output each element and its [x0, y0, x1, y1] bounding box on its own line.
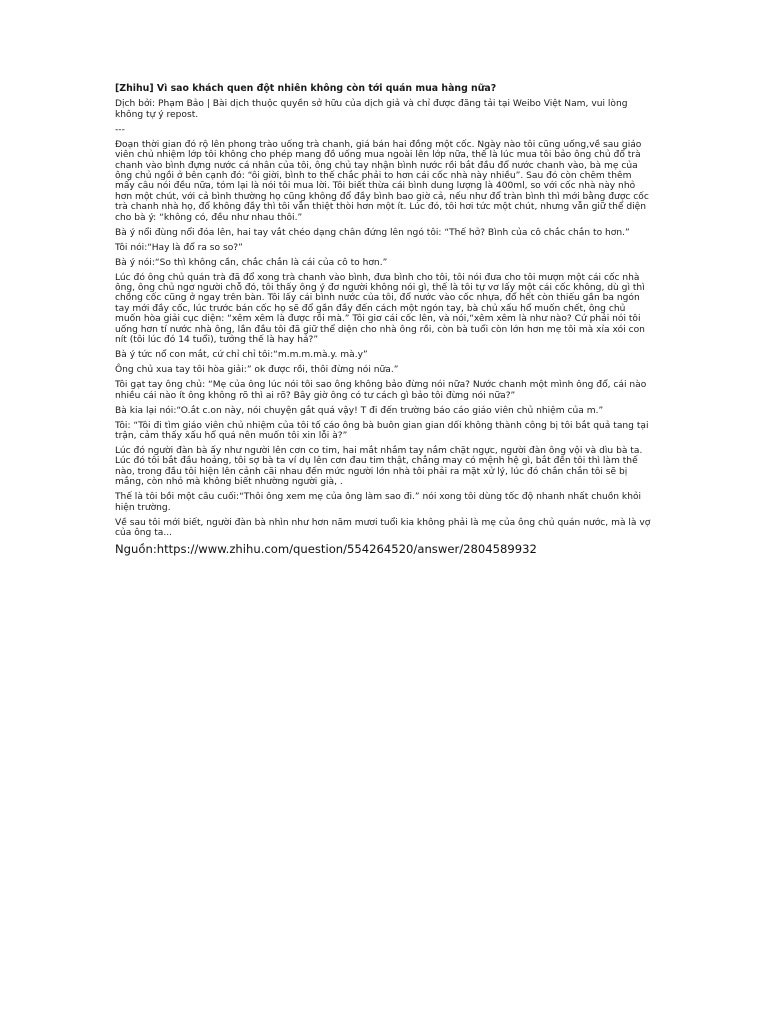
- paragraph-2: Bà ý nổi đùng nổi đóa lên, hai tay vắt chéo dạng chân đứng lên ngó tôi: “Thế hở? Bình của cô chắc chắn to hơn.”: [115, 227, 630, 238]
- paragraph-12: Thế là tôi bồi một câu cuối:“Thôi ông xem mẹ của ông làm sao đi.” nói xong tôi dùng tốc độ nhanh nhất chuồn khỏi hiện trường.: [115, 492, 642, 513]
- paragraph-1: Đoạn thời gian đó rộ lên phong trào uống trà chanh, giá bán hai đồng một cốc. Ngày nào tôi cũng uống,về sau giáo viên chủ nhiệm lớp tôi không cho phép mang đồ uống mua ngoài lên lớp nữa, thế là lúc mua tôi bảo ông chủ đổ trà chanh vào bình đựng nước cá nhân của tôi, ông chủ tay nhận bình nước rồi bắt đầu đổ nước chanh vào, bà mẹ của ông chủ ngồi ở bên cạnh đó: “ôi giời, bình to thế chắc phải to hơn cái cốc nhà này nhiều”. Sau đó còn chêm thêm mấy câu nói đều nữa, tóm lại là nói tôi mua lời. Tôi biết thừa cái bình dung lượng là 400ml, so với cốc nhà này nhỏ hơn một chút, với cả bình thường họ cũng không đổ đầy bình bao giờ cả, nếu như đổ tràn bình thì mới bằng được cốc trà chanh nhà họ, đổ không đầy thì tôi vẫn thiệt thòi hơn một ít. Lúc đó, tôi hơi tức một chút, nhưng vẫn giữ thể diện cho bà ý: “không có, đều như nhau thôi.”: [115, 139, 649, 223]
- document-body: [115, 84, 653, 561]
- paragraph-10: Tôi: “Tôi đi tìm giáo viên chủ nhiệm của tôi tố cáo ông bà buôn gian gian dối không thành công bị tôi bắt quả tang tại trận, cảm thấy xấu hổ quá nên muốn tôi xin lỗi à?”: [115, 420, 649, 441]
- paragraph-3: Tôi nói:“Hay là đổ ra so so?”: [115, 242, 243, 253]
- paragraph-9: Bà kia lại nói:“O.ắt c.on này, nói chuyện gắt quá vậy! T đi đến trường báo cáo giáo viên chủ nhiệm của m.”: [115, 405, 604, 416]
- paragraph-11: Lúc đó người đàn bà ấy như người lên cơn co tim, hai mắt nhắm tay nắm chặt ngực, người đàn ông vội và dìu bà ta. Lúc đó tôi bắt đầu hoảng, tôi sợ bà ta ví dụ lên cơn đau tim thật, chẳng may có mệnh hệ gì, bắt đền tôi thì làm thế nào, trong đầu tôi hiện lên cảnh cãi nhau đến mức người lớn nhà tôi phải ra mặt xử lý, lúc đó chắn chắn tôi sẽ bị mắng, còn nhỏ mà không biết nhường người già, .: [115, 445, 643, 488]
- paragraph-8: Tôi gạt tay ông chủ: “Mẹ của ông lúc nói tôi sao ông không bảo đừng nói nữa? Nước chanh một mình ông đổ, cái nào nhiều cái nào ít ông không rõ thì ai rõ? Bây giờ ông có tư cách gì bảo tôi đừng nói nữa?”: [115, 380, 647, 401]
- paragraph-5: Lúc đó ông chủ quán trà đã đổ xong trà chanh vào bình, đưa bình cho tôi, tôi nói đưa cho tôi mượn một cái cốc nhà ông, ông chủ ngơ người chỗ đó, tôi thấy ông ý đơ người không nói gì, thế là tôi tự vơ lấy một cái cốc không, dù gì thì chồng cốc cũng ở ngay trên bàn. Tôi lấy cái bình nước của tôi, đổ nước vào cốc nhựa, đổ hết còn thiếu gần ba ngón tay mới đầy cốc, lúc trước bán cốc họ sẽ đổ gần đầy đến cách một ngón tay, bà chủ xấu hổ muốn chết, ông chủ muốn hòa giải cục diện: “xêm xêm là được rồi mà.” Tôi giơ cái cốc lên, và nói,“xêm xêm là như nào? Cứ phải nói tôi uống hơn tí nước nhà ông, lần đầu tôi đã giữ thể diện cho nhà ông rồi, còn bà tuổi còn lớn hơn mẹ tôi mà xỉa xói con nít (tôi lúc đó 14 tuổi), tưởng thế là hay hả?”: [115, 272, 645, 346]
- document-title: [Zhihu] Vì sao khách quen đột nhiên không còn tới quán mua hàng nữa?: [115, 83, 497, 94]
- paragraph-6: Bà ý tức nổ con mắt, cứ chỉ chỉ tôi:“m.m.m.mà.y. mà.y”: [115, 350, 368, 361]
- credit-line: Dịch bởi: Phạm Bảo | Bài dịch thuộc quyền sở hữu của dịch giả và chỉ được đăng tải tại Weibo Việt Nam, vui lòng không tự ý repost.: [115, 99, 628, 120]
- paragraph-7: Ông chủ xua tay tôi hòa giải:” ok được rồi, thôi đừng nói nữa.”: [115, 365, 399, 376]
- paragraph-13: Về sau tôi mới biết, người đàn bà nhìn như hơn năm mươi tuổi kia không phải là mẹ của ông chủ quán nước, mà là vợ của ông ta...: [115, 517, 651, 538]
- paragraph-4: Bà ý nói:“So thì không cần, chắc chắn là cái của cô to hơn.”: [115, 257, 388, 268]
- separator: ---: [115, 124, 125, 135]
- source-link[interactable]: Nguồn:https://www.zhihu.com/question/554264520/answer/2804589932: [115, 541, 537, 556]
